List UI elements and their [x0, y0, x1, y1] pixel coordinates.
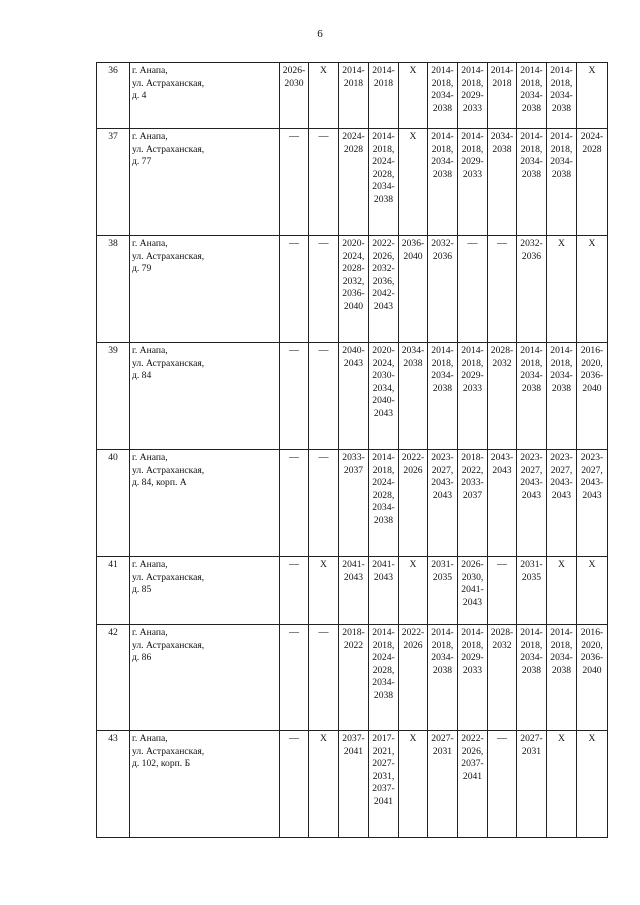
schedule-cell: —: [309, 129, 339, 236]
schedule-cell: X: [577, 557, 608, 625]
schedule-cell: 2017- 2021, 2027- 2031, 2037- 2041: [369, 731, 399, 838]
schedule-cell: 2014- 2018, 2034- 2038: [428, 625, 458, 731]
schedule-cell: 2016- 2020, 2036- 2040: [577, 343, 608, 450]
schedule-cell: X: [547, 236, 577, 343]
schedule-cell: 2028- 2032: [488, 625, 517, 731]
schedule-cell: 2014- 2018, 2034- 2038: [428, 129, 458, 236]
schedule-cell: X: [309, 731, 339, 838]
schedule-cell: 2014- 2018, 2024- 2028, 2034- 2038: [369, 450, 399, 557]
schedule-cell: 2031- 2035: [428, 557, 458, 625]
schedule-cell: 2026- 2030, 2041- 2043: [458, 557, 488, 625]
schedule-cell: —: [309, 625, 339, 731]
schedule-cell: 2022- 2026: [399, 450, 428, 557]
table-row: [97, 625, 608, 731]
schedule-cell: X: [309, 63, 339, 129]
schedule-cell: —: [309, 450, 339, 557]
schedule-cell: 2014- 2018, 2034- 2038: [547, 63, 577, 129]
schedule-cell: 2024- 2028: [577, 129, 608, 236]
schedule-cell: 2040- 2043: [339, 343, 369, 450]
schedule-cell: X: [399, 129, 428, 236]
schedule-cell: 2034- 2038: [488, 129, 517, 236]
schedule-cell: 2020- 2024, 2028- 2032, 2036- 2040: [339, 236, 369, 343]
schedule-cell: X: [577, 236, 608, 343]
schedule-cell: 2014- 2018, 2034- 2038: [428, 343, 458, 450]
schedule-cell: X: [577, 63, 608, 129]
row-number: 40: [97, 450, 130, 557]
schedule-cell: X: [309, 557, 339, 625]
schedule-cell: 2014- 2018: [488, 63, 517, 129]
address-cell: г. Анапа, ул. Астраханская, д. 4: [130, 63, 280, 129]
schedule-cell: 2031- 2035: [517, 557, 547, 625]
schedule-cell: 2023- 2027, 2043- 2043: [547, 450, 577, 557]
schedule-cell: —: [280, 731, 309, 838]
schedule-cell: —: [488, 557, 517, 625]
address-cell: г. Анапа, ул. Астраханская, д. 84, корп. А: [130, 450, 280, 557]
schedule-cell: 2014- 2018, 2029- 2033: [458, 625, 488, 731]
schedule-cell: —: [280, 343, 309, 450]
schedule-cell: X: [399, 63, 428, 129]
schedule-cell: 2043- 2043: [488, 450, 517, 557]
schedule-cell: 2032- 2036: [517, 236, 547, 343]
row-number: 41: [97, 557, 130, 625]
schedule-cell: 2014- 2018, 2024- 2028, 2034- 2038: [369, 129, 399, 236]
schedule-cell: X: [399, 731, 428, 838]
schedule-cell: 2028- 2032: [488, 343, 517, 450]
schedule-cell: 2016- 2020, 2036- 2040: [577, 625, 608, 731]
schedule-cell: 2014- 2018, 2034- 2038: [547, 343, 577, 450]
schedule-cell: 2014- 2018, 2034- 2038: [547, 129, 577, 236]
schedule-cell: X: [399, 557, 428, 625]
schedule-cell: 2041- 2043: [369, 557, 399, 625]
schedule-cell: 2014- 2018, 2034- 2038: [428, 63, 458, 129]
schedule-cell: 2014- 2018, 2029- 2033: [458, 63, 488, 129]
row-number: 36: [97, 63, 130, 129]
schedule-cell: 2018- 2022: [339, 625, 369, 731]
row-number: 39: [97, 343, 130, 450]
schedule-cell: 2023- 2027, 2043- 2043: [517, 450, 547, 557]
schedule-cell: 2032- 2036: [428, 236, 458, 343]
row-number: 43: [97, 731, 130, 838]
address-cell: г. Анапа, ул. Астраханская, д. 77: [130, 129, 280, 236]
schedule-cell: 2014- 2018, 2034- 2038: [517, 63, 547, 129]
schedule-cell: 2014- 2018, 2034- 2038: [547, 625, 577, 731]
table-row: [97, 450, 608, 557]
schedule-cell: 2027- 2031: [428, 731, 458, 838]
table-row: [97, 236, 608, 343]
table-row: [97, 343, 608, 450]
schedule-cell: X: [577, 731, 608, 838]
schedule-cell: 2014- 2018, 2029- 2033: [458, 343, 488, 450]
schedule-cell: 2034- 2038: [399, 343, 428, 450]
schedule-cell: X: [547, 731, 577, 838]
schedule-cell: —: [488, 731, 517, 838]
row-number: 42: [97, 625, 130, 731]
table-row: [97, 63, 608, 129]
schedule-cell: —: [309, 343, 339, 450]
schedule-cell: 2020- 2024, 2030- 2034, 2040- 2043: [369, 343, 399, 450]
schedule-cell: 2014- 2018, 2034- 2038: [517, 625, 547, 731]
schedule-cell: —: [309, 236, 339, 343]
address-cell: г. Анапа, ул. Астраханская, д. 79: [130, 236, 280, 343]
schedule-cell: 2023- 2027, 2043- 2043: [428, 450, 458, 557]
schedule-cell: 2022- 2026, 2032- 2036, 2042- 2043: [369, 236, 399, 343]
schedule-cell: 2033- 2037: [339, 450, 369, 557]
schedule-cell: —: [280, 557, 309, 625]
schedule-cell: 2014- 2018, 2034- 2038: [517, 129, 547, 236]
schedule-table: [96, 62, 608, 838]
schedule-cell: 2022- 2026: [399, 625, 428, 731]
address-cell: г. Анапа, ул. Астраханская, д. 86: [130, 625, 280, 731]
schedule-cell: 2022- 2026, 2037- 2041: [458, 731, 488, 838]
address-cell: г. Анапа, ул. Астраханская, д. 85: [130, 557, 280, 625]
row-number: 38: [97, 236, 130, 343]
schedule-cell: —: [280, 450, 309, 557]
schedule-cell: X: [547, 557, 577, 625]
schedule-cell: —: [280, 625, 309, 731]
schedule-cell: 2041- 2043: [339, 557, 369, 625]
table-row: [97, 731, 608, 838]
schedule-cell: 2024- 2028: [339, 129, 369, 236]
schedule-cell: 2023- 2027, 2043- 2043: [577, 450, 608, 557]
address-cell: г. Анапа, ул. Астраханская, д. 102, корп. Б: [130, 731, 280, 838]
page-number: 6: [317, 28, 323, 40]
schedule-cell: 2027- 2031: [517, 731, 547, 838]
table-row: [97, 129, 608, 236]
row-number: 37: [97, 129, 130, 236]
schedule-cell: 2018- 2022, 2033- 2037: [458, 450, 488, 557]
schedule-cell: 2036- 2040: [399, 236, 428, 343]
schedule-cell: —: [280, 236, 309, 343]
schedule-cell: 2014- 2018: [339, 63, 369, 129]
schedule-cell: 2014- 2018, 2034- 2038: [517, 343, 547, 450]
schedule-cell: 2014- 2018, 2029- 2033: [458, 129, 488, 236]
table-row: [97, 557, 608, 625]
schedule-cell: 2014- 2018: [369, 63, 399, 129]
schedule-cell: 2037- 2041: [339, 731, 369, 838]
schedule-cell: 2026- 2030: [280, 63, 309, 129]
schedule-cell: 2014- 2018, 2024- 2028, 2034- 2038: [369, 625, 399, 731]
schedule-cell: —: [488, 236, 517, 343]
address-cell: г. Анапа, ул. Астраханская, д. 84: [130, 343, 280, 450]
schedule-cell: —: [280, 129, 309, 236]
schedule-cell: —: [458, 236, 488, 343]
